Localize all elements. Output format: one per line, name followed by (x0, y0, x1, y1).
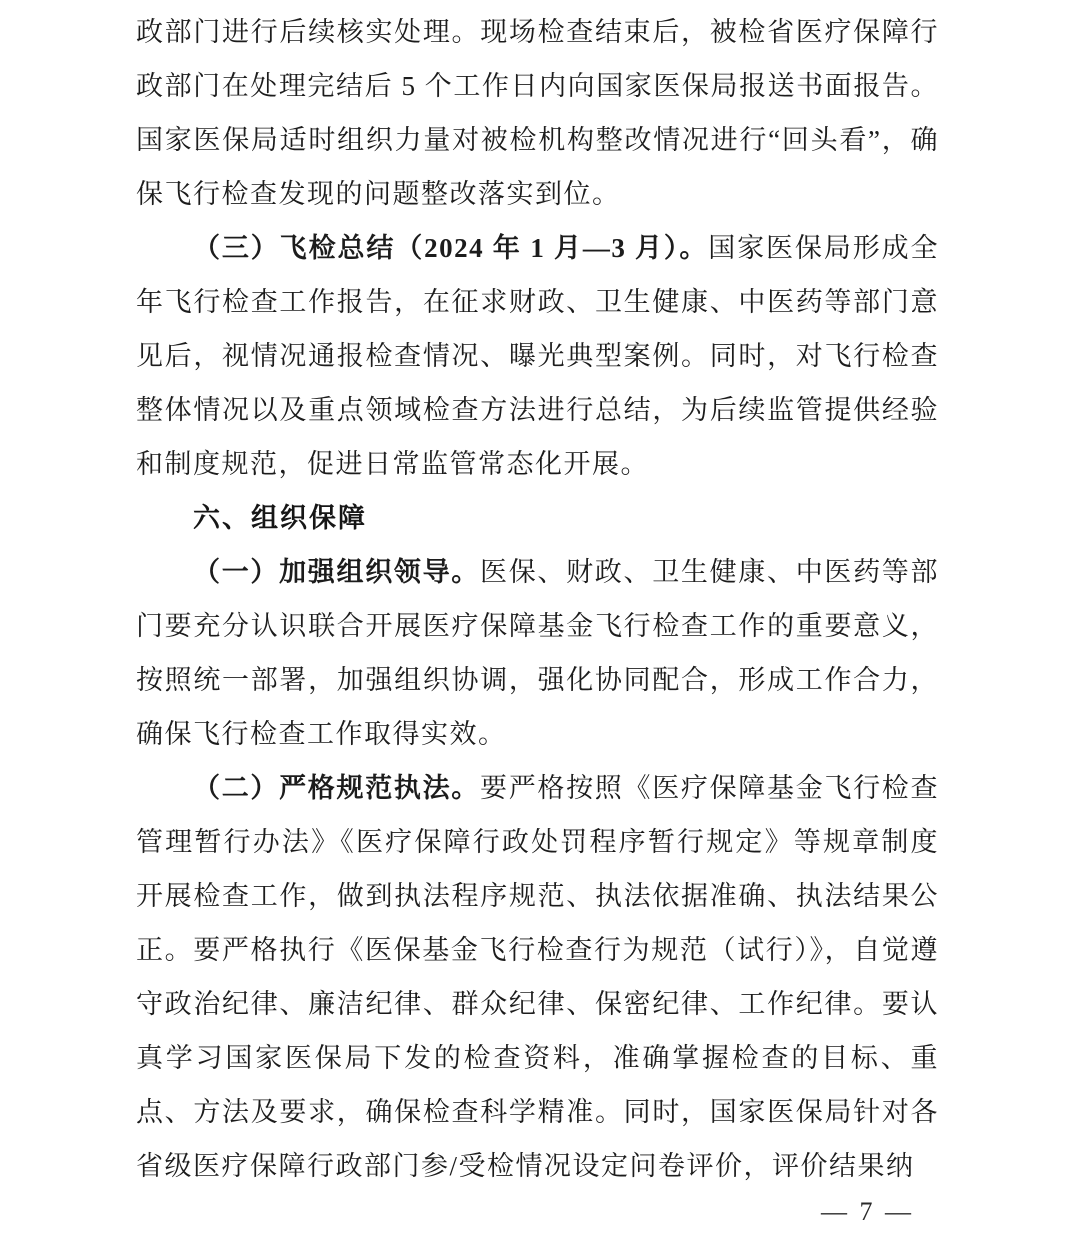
page-number: — 7 — (821, 1197, 914, 1226)
section-heading: 六、组织保障 (193, 503, 367, 533)
paragraph-text: 要严格按照《医疗保障基金飞行检查管理暂行办法》《医疗保障行政处罚程序暂行规定》等规章制度开展检查工作，做到执法程序规范、执法依据准确、执法结果公正。要严格执行《医保基金飞行检查行为规范（试行）》，自觉遵守政治纪律、廉洁纪律、群众纪律、保密纪律、工作纪律。要认真学习国家医保局下发的检查资料，准确掌握检查的目标、重点、方法及要求，确保检查科学精准。同时，国家医保局针对各省级医疗保障行政部门参/受检情况设定问卷评价，评价结果纳 (136, 773, 939, 1181)
paragraph-lead-bold: （三）飞检总结（2024 年 1 月—3 月）。 (193, 233, 709, 263)
document-body (136, 5, 939, 1193)
paragraph-text: 政部门进行后续核实处理。现场检查结束后，被检省医疗保障行政部门在处理完结后 5 个工作日内向国家医保局报送书面报告。国家医保局适时组织力量对被检机构整改情况进行“回头看”，确保飞行检查发现的问题整改落实到位。 (136, 17, 939, 209)
paragraph-lead-bold: （二）严格规范执法。 (193, 773, 480, 803)
paragraph-flight-summary (136, 221, 939, 491)
paragraph-text: 国家医保局形成全年飞行检查工作报告，在征求财政、卫生健康、中医药等部门意见后，视情况通报检查情况、曝光典型案例。同时，对飞行检查整体情况以及重点领域检查方法进行总结，为后续监管提供经验和制度规范，促进日常监管常态化开展。 (136, 233, 940, 479)
paragraph-lead-bold: （一）加强组织领导。 (193, 557, 480, 587)
paragraph-text: 医保、财政、卫生健康、中医药等部门要充分认识联合开展医疗保障基金飞行检查工作的重要意义，按照统一部署，加强组织协调，强化协同配合，形成工作合力，确保飞行检查工作取得实效。 (136, 557, 939, 749)
paragraph-leadership (136, 545, 939, 761)
paragraph-enforcement (136, 761, 939, 1193)
paragraph-continuation (136, 5, 939, 221)
